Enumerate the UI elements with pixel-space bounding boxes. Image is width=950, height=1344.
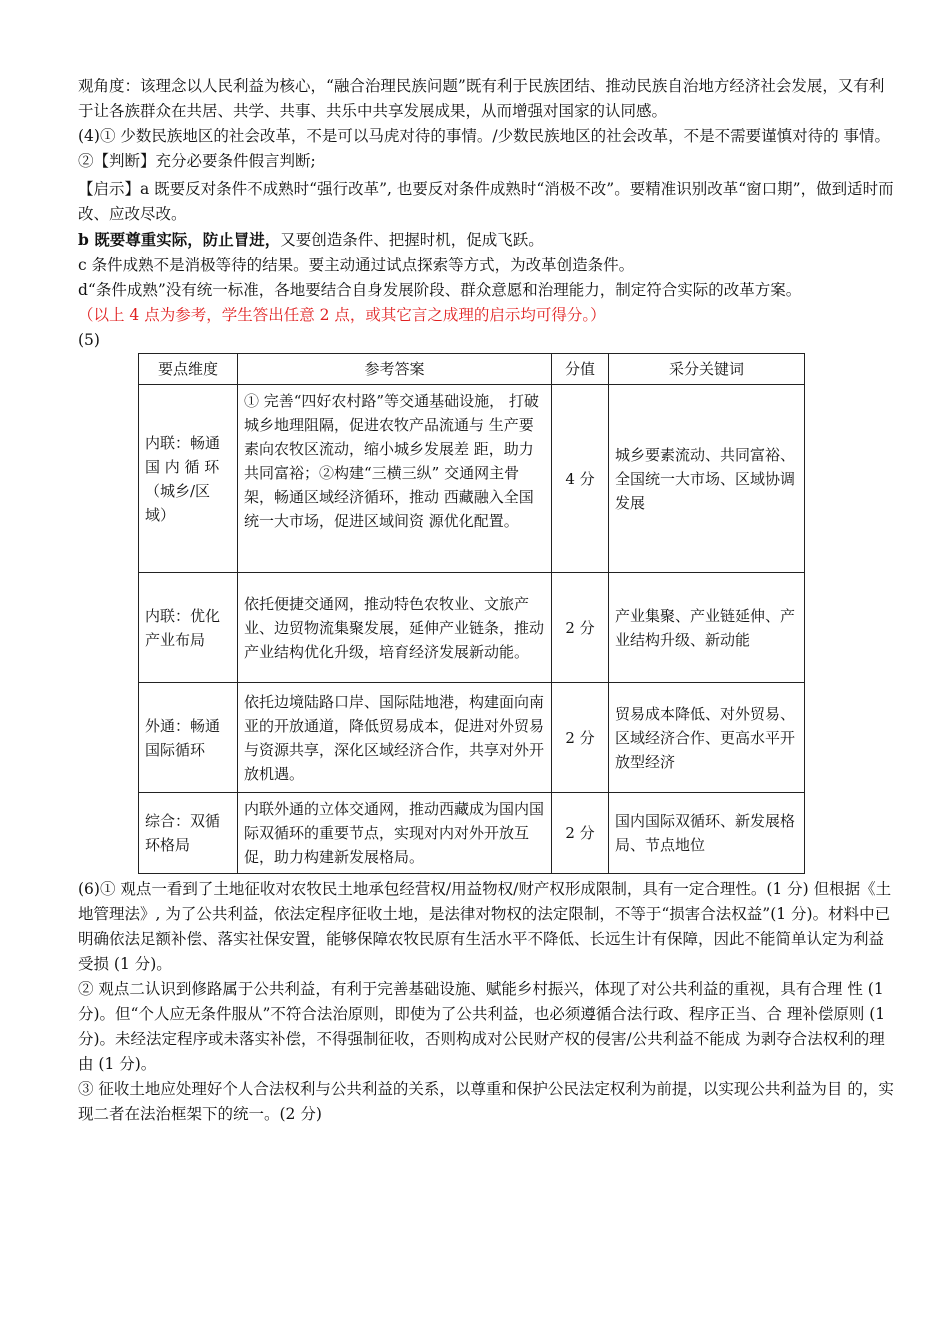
q6-point-3: ③ 征收土地应处理好个人合法权利与公共利益的关系，以尊重和保护公民法定权利为前提，以实现公共利益为目 的，实现二者在法治框架下的统一。(2 分) <box>78 1080 894 1123</box>
q4-inspiration-a: 【启示】a 既要反对条件不成熟时“强行改革”, 也要反对条件成熟时“消极不改”。要精准识别改革“窗口期”，做到适时而改、应改尽改。 <box>78 180 894 223</box>
q4-scoring-note: （以上 4 点为参考，学生答出任意 2 点，或其它言之成理的启示均可得分。） <box>78 306 606 324</box>
header-score: 分值 <box>552 354 609 385</box>
cell-dimension: 外通：畅通国际循环 <box>139 683 238 793</box>
cell-dimension: 内联：优化产业布局 <box>139 573 238 683</box>
q4-inspiration-b-bold: b 既要尊重实际，防止冒进， <box>78 230 281 249</box>
table-row <box>139 683 805 793</box>
cell-answer: 内联外通的立体交通网，推动西藏成为国内国际双循环的重要节点，实现对内对外开放互促，助力构建新发展格局。 <box>238 793 552 874</box>
q6-point-1: (6)① 观点一看到了土地征收对农牧民土地承包经营权/用益物权/财产权形成限制，具有一定合理性。(1 分) 但根据《土地管理法》, 为了公共利益，依法定程序征收土地，是法律对物权的法定限制，不等于“损害合法权益”(1 分)。材料中已明确依法足额补偿、落实社保安置，能够保障农牧民原有生活水平不降低、长远生计有保障，因此不能简单认定为利益受损 (1 分)。 <box>78 880 892 973</box>
cell-answer: 依托边境陆路口岸、国际陆地港，构建面向南亚的开放通道，降低贸易成本，促进对外贸易与资源共享，深化区域经济合作，共享对外开放机遇。 <box>238 683 552 793</box>
paragraph-intro: 观角度：该理念以人民利益为核心，“融合治理民族问题”既有利于民族团结、推动民族自治地方经济社会发展，又有利于让各族群众在共居、共学、共事、共乐中共享发展成果，从而增强对国家的认同感。 <box>78 77 885 120</box>
cell-answer: ① 完善“四好农村路”等交通基础设施， 打破城乡地理阻隔，促进农牧产品流通与 生产要素向农牧区流动，缩小城乡发展差 距，助力共同富裕；②构建“三横三纵” 交通网主骨架，畅通区域经济循环，推动 西藏融入全国统一大市场，促进区域间资 源优化配置。 <box>238 385 552 573</box>
q5-label: (5) <box>78 331 100 349</box>
cell-dimension: 内联：畅通国 内 循 环 （城乡/区 域） <box>139 385 238 573</box>
q4-inspiration-d: d“条件成熟”没有统一标准，各地要结合自身发展阶段、群众意愿和治理能力，制定符合实际的改革方案。 <box>78 281 802 299</box>
table-row <box>139 385 805 573</box>
cell-answer: 依托便捷交通网，推动特色农牧业、文旅产业、边贸物流集聚发展，延伸产业链条，推动产业结构优化升级，培育经济发展新动能。 <box>238 573 552 683</box>
cell-score: 4 分 <box>552 385 609 573</box>
cell-keywords: 国内国际双循环、新发展格局、节点地位 <box>609 793 805 874</box>
header-keywords: 采分关键词 <box>609 354 805 385</box>
cell-score: 2 分 <box>552 573 609 683</box>
cell-keywords: 城乡要素流动、共同富裕、全国统一大市场、区域协调发展 <box>609 385 805 573</box>
table-header-row <box>139 354 805 385</box>
q5-answer-table <box>138 353 805 874</box>
cell-dimension: 综合：双循环格局 <box>139 793 238 874</box>
cell-score: 2 分 <box>552 683 609 793</box>
q4-inspiration-b <box>78 227 898 253</box>
q4-judgement: ②【判断】充分必要条件假言判断; <box>78 152 316 170</box>
header-dimension: 要点维度 <box>139 354 238 385</box>
q4-inspiration-b-rest: 又要创造条件、把握时机，促成飞跃。 <box>280 231 544 249</box>
q4-point-1: (4)① 少数民族地区的社会改革，不是可以马虎对待的事情。/少数民族地区的社会改革，不是不需要谨慎对待的 事情。 <box>78 127 891 145</box>
header-reference-answer: 参考答案 <box>238 354 552 385</box>
cell-score: 2 分 <box>552 793 609 874</box>
q6-point-2: ② 观点二认识到修路属于公共利益，有利于完善基础设施、赋能乡村振兴，体现了对公共利益的重视，具有合理 性 (1 分)。但“个人应无条件服从”不符合法治原则，即使为了公共利益，也必须遵循合法行政、程序正当、合 理补偿原则 (1 分)。未经法定程序或未落实补偿，不得强制征收，否则构成对公民财产权的侵害/公共利益不能成 为剥夺合法权利的理由 (1 分)。 <box>78 980 886 1073</box>
q4-inspiration-c: c 条件成熟不是消极等待的结果。要主动通过试点探索等方式，为改革创造条件。 <box>78 256 635 274</box>
cell-keywords: 产业集聚、产业链延伸、产业结构升级、新动能 <box>609 573 805 683</box>
document-page <box>78 74 898 1127</box>
table-row <box>139 793 805 874</box>
cell-keywords: 贸易成本降低、对外贸易、区域经济合作、更高水平开放型经济 <box>609 683 805 793</box>
table-row <box>139 573 805 683</box>
